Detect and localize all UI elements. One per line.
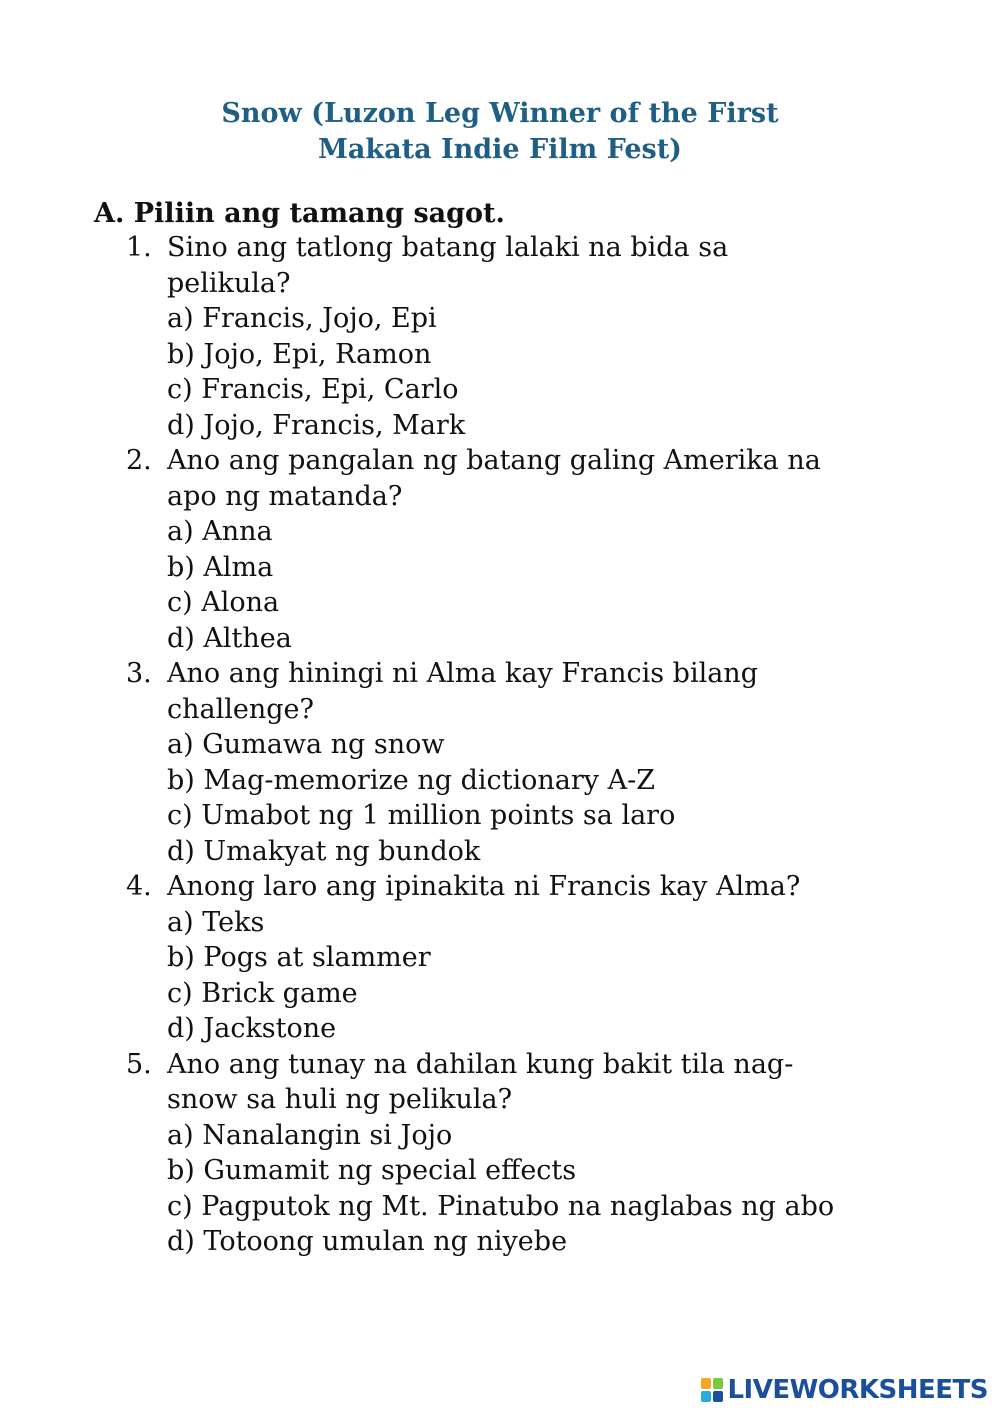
question-4 <box>126 869 926 1047</box>
choice-option[interactable]: d) Umakyat ng bundok <box>167 835 481 867</box>
question-text: challenge? <box>167 693 314 725</box>
logo-square <box>713 1391 723 1402</box>
brand-name: LIVEWORKSHEETS <box>727 1375 988 1405</box>
choice-option[interactable]: c) Alona <box>167 587 280 618</box>
logo-square <box>701 1391 711 1402</box>
logo-square <box>701 1378 711 1389</box>
question-5 <box>126 1047 926 1260</box>
question-number: 2. <box>126 445 152 476</box>
question-2 <box>126 443 926 656</box>
choice-option[interactable]: d) Althea <box>167 622 292 654</box>
logo-square <box>713 1378 723 1389</box>
question-3 <box>126 656 926 869</box>
question-number: 3. <box>126 658 152 689</box>
question-text: Sino ang tatlong batang lalaki na bida sa <box>167 232 729 263</box>
choice-option[interactable]: c) Umabot ng 1 million points sa laro <box>167 800 676 831</box>
choice-option[interactable]: b) Jojo, Epi, Ramon <box>167 338 432 370</box>
question-text: Anong laro ang ipinakita ni Francis kay Alma? <box>167 871 801 902</box>
question-text: pelikula? <box>167 267 291 299</box>
question-text: Ano ang tunay na dahilan kung bakit tila nag- <box>167 1048 794 1080</box>
question-text: apo ng matanda? <box>167 480 403 512</box>
liveworksheets-branding[interactable] <box>701 1374 988 1406</box>
choice-option[interactable]: d) Totoong umulan ng niyebe <box>167 1226 568 1257</box>
choice-list <box>167 905 926 1047</box>
choice-option[interactable]: b) Gumamit ng special effects <box>167 1155 577 1186</box>
choice-option[interactable]: b) Pogs at slammer <box>167 942 431 973</box>
question-number: 5. <box>126 1048 152 1080</box>
question-number: 4. <box>126 871 152 902</box>
choice-option[interactable]: d) Jackstone <box>167 1013 337 1044</box>
choice-option[interactable]: c) Francis, Epi, Carlo <box>167 374 459 405</box>
choice-list <box>167 1118 926 1260</box>
question-text: snow sa huli ng pelikula? <box>167 1084 513 1115</box>
choice-option[interactable]: a) Francis, Jojo, Epi <box>167 303 437 334</box>
question-text: Ano ang pangalan ng batang galing Amerika na <box>167 445 821 476</box>
question-list <box>126 230 926 1260</box>
liveworksheets-logo-icon <box>701 1378 723 1402</box>
choice-option[interactable]: b) Mag-memorize ng dictionary A-Z <box>167 764 655 796</box>
question-1 <box>126 230 926 443</box>
choice-list <box>167 727 926 869</box>
choice-option[interactable]: c) Brick game <box>167 977 358 1009</box>
section-heading: A. Piliin ang tamang sagot. <box>94 198 505 229</box>
choice-option[interactable]: a) Teks <box>167 906 265 938</box>
choice-option[interactable]: a) Gumawa ng snow <box>167 729 445 760</box>
choice-option[interactable]: b) Alma <box>167 551 274 583</box>
page-title-line-1: Snow (Luzon Leg Winner of the First <box>221 98 779 129</box>
page-title-line-2: Makata Indie Film Fest) <box>318 134 682 165</box>
choice-list <box>167 514 926 656</box>
choice-option[interactable]: a) Nanalangin si Jojo <box>167 1119 453 1151</box>
choice-option[interactable]: d) Jojo, Francis, Mark <box>167 409 466 441</box>
choice-list <box>167 301 926 443</box>
choice-option[interactable]: a) Anna <box>167 516 273 547</box>
question-number: 1. <box>126 232 152 263</box>
choice-option[interactable]: c) Pagputok ng Mt. Pinatubo na naglabas ng abo <box>167 1190 835 1222</box>
question-text: Ano ang hiningi ni Alma kay Francis bilang <box>167 658 758 689</box>
